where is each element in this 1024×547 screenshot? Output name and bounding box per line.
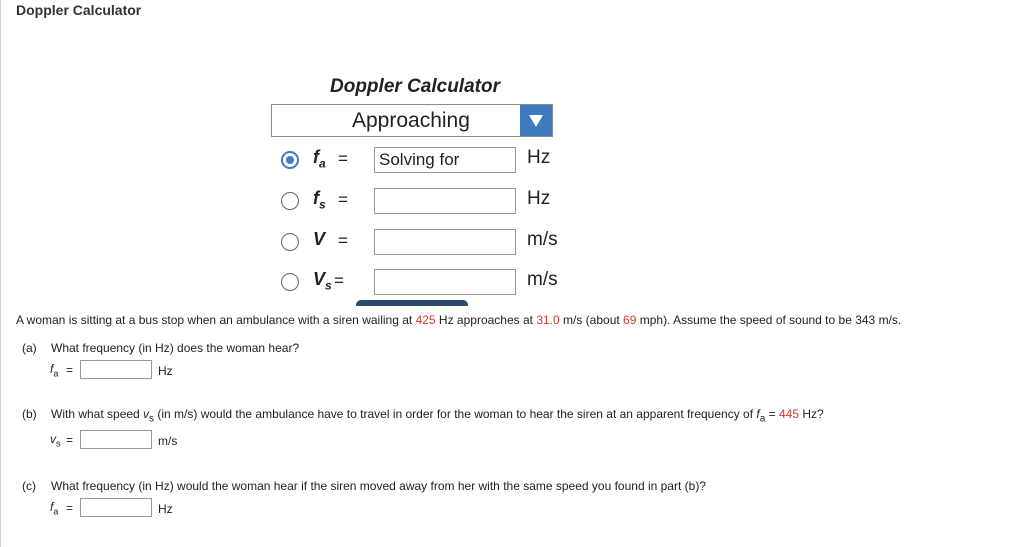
fa-input[interactable]: [374, 147, 516, 173]
calculate-button[interactable]: [356, 300, 468, 306]
fs-input[interactable]: [374, 188, 516, 214]
problem-statement: A woman is sitting at a bus stop when an ambulance with a siren wailing at 425 Hz approaches at 31.0 m/s (about 69 mph). Assume the speed of sound to be 343 m/s.: [16, 313, 902, 327]
radio-vs[interactable]: [281, 273, 299, 291]
part-c-input[interactable]: [80, 498, 152, 517]
v-input[interactable]: [374, 229, 516, 255]
calculator-title: Doppler Calculator: [330, 76, 500, 97]
part-a-unit: Hz: [158, 364, 173, 378]
part-a-input[interactable]: [80, 360, 152, 379]
part-b-unit: m/s: [158, 434, 178, 448]
var-fs: $f_s$: [313, 188, 326, 212]
part-c-unit: Hz: [158, 502, 173, 516]
calc-row-v: V = m/s: [281, 227, 581, 257]
part-c-question: (c) What frequency (in Hz) would the woman hear if the siren moved away from her with the same speed you found in part (b)?: [22, 479, 706, 493]
page-title: Doppler Calculator: [16, 2, 142, 18]
v-unit: m/s: [527, 229, 558, 250]
calc-row-vs: $V_s$ = m/s: [281, 267, 581, 297]
vs-input[interactable]: [374, 269, 516, 295]
part-a-question: (a) What frequency (in Hz) does the woman hear?: [22, 341, 300, 355]
radio-fa[interactable]: [281, 151, 299, 169]
calc-row-fs: $f_s$ = Hz: [281, 186, 581, 216]
fa-unit: Hz: [527, 147, 551, 168]
radio-fs[interactable]: [281, 192, 299, 210]
part-b-question: (b) With what speed $v_s$ (in m/s) would the ambulance have to travel in order for the woman to hear the siren at an apparent frequency of $f_a = 445$ Hz?: [22, 407, 824, 425]
var-vs: $V_s$: [313, 269, 332, 293]
var-v: V: [313, 229, 326, 249]
radio-v[interactable]: [281, 233, 299, 251]
fs-unit: Hz: [527, 188, 551, 209]
mode-select-value: Approaching: [352, 109, 470, 132]
var-fa: $f_a$: [313, 147, 326, 171]
vs-unit: m/s: [527, 269, 558, 290]
part-b-input[interactable]: [80, 430, 152, 449]
calc-row-fa: $f_a$ = Solving for Hz: [281, 145, 581, 175]
dropdown-arrow-icon[interactable]: [520, 105, 552, 136]
mode-select[interactable]: [271, 104, 553, 137]
